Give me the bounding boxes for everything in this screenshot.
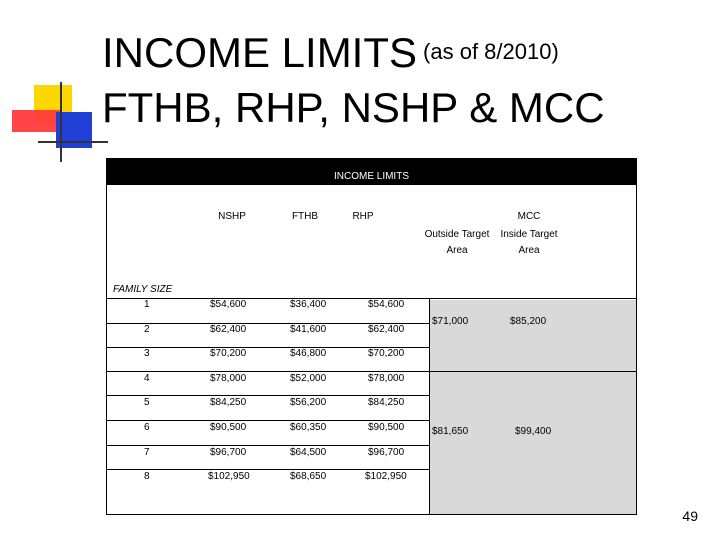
decorative-vertical-line (60, 82, 62, 162)
slide-subtitle: FTHB, RHP, NSHP & MCC (102, 84, 605, 131)
slide-title (102, 26, 559, 79)
table-header-bar: INCOME LIMITS (107, 159, 636, 185)
rhp-value-3: $70,200 (368, 348, 405, 359)
col-header-rhp: RHP (352, 211, 374, 222)
nshp-value-2: $62,400 (210, 324, 247, 335)
rhp-value-1: $54,600 (368, 299, 405, 310)
nshp-value-6: $90,500 (210, 422, 247, 433)
nshp-value-3: $70,200 (210, 348, 247, 359)
fthb-value-6: $60,350 (290, 422, 327, 433)
mcc-outside-small-family: $71,000 (432, 316, 469, 327)
mcc-inside-large-family: $99,400 (515, 426, 552, 437)
col-header-inside: Inside Target Area (500, 229, 558, 256)
rhp-value-7: $96,700 (368, 447, 405, 458)
family-size-8: 8 (144, 471, 150, 482)
col-header-mcc: MCC (517, 211, 541, 222)
rhp-value-8: $102,950 (365, 471, 407, 482)
mcc-shaded-area (429, 300, 636, 514)
nshp-value-1: $54,600 (210, 299, 247, 310)
column-divider (429, 298, 430, 514)
family-size-1: 1 (144, 299, 150, 310)
mcc-inside-small-family: $85,200 (510, 316, 547, 327)
income-limits-table (106, 158, 637, 515)
family-size-6: 6 (144, 422, 150, 433)
family-size-5: 5 (144, 397, 150, 408)
page-number: 49 (682, 508, 698, 524)
fthb-value-3: $46,800 (290, 348, 327, 359)
nshp-value-8: $102,950 (208, 471, 250, 482)
col-header-fthb: FTHB (291, 211, 319, 222)
decorative-red-bar (12, 110, 60, 132)
col-header-outside: Outside Target Area (424, 229, 490, 256)
fthb-value-5: $56,200 (290, 397, 327, 408)
rhp-value-4: $78,000 (368, 373, 405, 384)
mcc-outside-large-family: $81,650 (432, 426, 469, 437)
row-divider (107, 420, 429, 421)
fthb-value-1: $36,400 (290, 299, 327, 310)
fthb-value-8: $68,650 (290, 471, 327, 482)
row-divider (107, 469, 429, 470)
family-size-label: FAMILY SIZE (113, 284, 173, 295)
family-size-3: 3 (144, 348, 150, 359)
fthb-value-2: $41,600 (290, 324, 327, 335)
nshp-value-5: $84,250 (210, 397, 247, 408)
rhp-value-5: $84,250 (368, 397, 405, 408)
family-size-4: 4 (144, 373, 150, 384)
row-divider (107, 445, 429, 446)
decorative-horizontal-line (38, 141, 108, 143)
row-divider-group (107, 371, 636, 372)
fthb-value-4: $52,000 (290, 373, 327, 384)
title-main: INCOME LIMITS (102, 29, 418, 76)
rhp-value-2: $62,400 (368, 324, 405, 335)
nshp-value-7: $96,700 (210, 447, 247, 458)
family-size-2: 2 (144, 324, 150, 335)
family-size-7: 7 (144, 447, 150, 458)
row-divider (107, 395, 429, 396)
fthb-value-7: $64,500 (290, 447, 327, 458)
rhp-value-6: $90,500 (368, 422, 405, 433)
title-date: (as of 8/2010) (423, 39, 559, 64)
nshp-value-4: $78,000 (210, 373, 247, 384)
col-header-nshp: NSHP (218, 211, 246, 222)
